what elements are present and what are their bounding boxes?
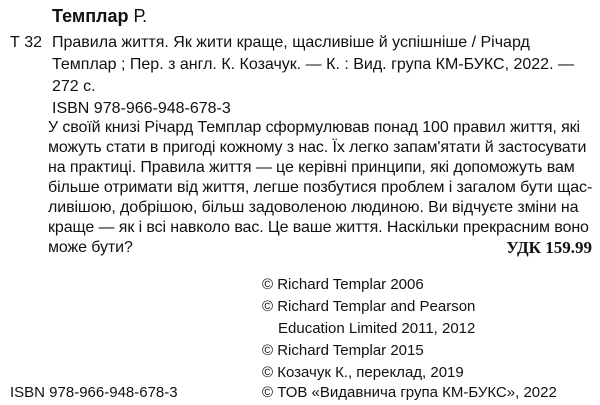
author-name — [52, 6, 147, 27]
author-initial: Р. — [133, 6, 148, 26]
bibliography-line: Правила життя. Як жити краще, щасливіше й успішніше / Річард — [52, 34, 530, 51]
isbn-bottom: ISBN 978-966-948-678-3 — [10, 384, 178, 401]
copyright-line: © Козачук К., переклад, 2019 — [262, 364, 464, 381]
annotation-line: на практиці. Правила життя — це керівні принципи, які допоможуть вам — [48, 159, 575, 176]
bibliography-line: 272 с. — [52, 78, 96, 95]
annotation-line: ливішою, добрішою, більш задоволеною людиною. Ви відчуєте зміни на — [48, 199, 579, 216]
author-surname: Темплар — [52, 6, 129, 26]
copyright-line: © Richard Templar and Pearson — [262, 298, 476, 315]
bibliography-line: Темплар ; Пер. з англ. К. Козачук. — К. : Вид. група КМ-БУКС, 2022. — — [52, 56, 574, 73]
copyright-line: © Richard Templar 2006 — [262, 276, 424, 293]
annotation-line: більше отримати від життя, легше позбутися проблем і загалом бути щас- — [48, 179, 593, 196]
copyright-line: © ТОВ «Видавнича група КМ-БУКС», 2022 — [262, 384, 557, 401]
udk-code: УДК 159.99 — [506, 238, 592, 257]
annotation-line: У своїй книзі Річард Темплар сформулював понад 100 правил життя, які — [48, 119, 581, 136]
classification-code: Т 32 — [10, 34, 43, 51]
annotation-line: може бути? — [48, 239, 133, 256]
annotation-line: краще — як і всі навколо вас. Це ваше життя. Наскільки прекрасним воно — [48, 219, 589, 236]
copyright-line: © Richard Templar 2015 — [262, 342, 424, 359]
copyright-line: Education Limited 2011, 2012 — [278, 320, 476, 337]
isbn-top: ISBN 978-966-948-678-3 — [52, 100, 231, 117]
annotation-line: можуть стати в пригоді кожному з нас. Їх легко запам'ятати й застосувати — [48, 139, 587, 156]
